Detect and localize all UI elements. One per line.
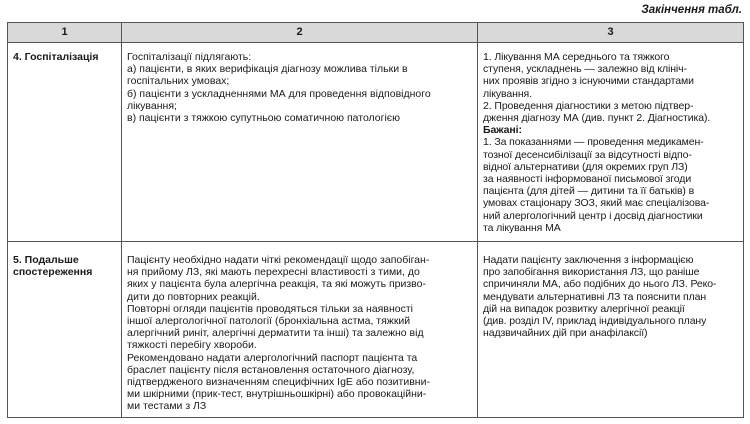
text-line: надзвичайних дій при анафілаксії) xyxy=(483,327,648,340)
text-line: спричиняли МА, або подібних до нього ЛЗ. Реко- xyxy=(483,278,717,291)
text-line: відної альтернативи (для окремих груп ЛЗ) xyxy=(483,160,688,173)
text-line: (див. розділ IV, приклад індивідуального плану xyxy=(483,315,707,328)
row-label-text: 4. Госпіталізація xyxy=(13,51,99,63)
text-line: дження діагнозу МА (див. пункт 2. Діагностика). xyxy=(483,112,711,125)
text-line: Пацієнту необхідно надати чіткі рекомендації щодо запобіган- xyxy=(127,254,430,266)
text-line: 1. За показаннями — проведення медикамен- xyxy=(483,136,704,149)
text-line: ми шкірними (прик-тест, внутрішньошкірні) або провокаційни- xyxy=(127,388,427,401)
header-row xyxy=(8,23,744,43)
text-line: лікування. xyxy=(483,87,532,100)
text-line: б) пацієнти з ускладненнями МА для проведення відповідного xyxy=(127,87,431,100)
text-line: за наявності інформованої письмової згоди xyxy=(483,173,692,186)
header-col-3: 3 xyxy=(478,23,744,43)
row-hospitalization-col2 xyxy=(122,43,478,242)
text-line: госпітальних умовах; xyxy=(127,75,230,88)
desired-heading: Бажані: xyxy=(483,124,522,137)
text-line: 2. Проведення діагностики з метою підтвер- xyxy=(483,99,694,112)
table-row-hospitalization xyxy=(8,43,744,242)
text-line: а) пацієнти, в яких верифікація діагнозу можлива тільки в xyxy=(127,63,408,76)
text-line: них проявів згідно з існуючими стандартами xyxy=(483,75,694,88)
text-line: мендувати альтернативні ЛЗ та пояснити план xyxy=(483,290,707,303)
text-line: ний алергологічний центр і досвід діагностики xyxy=(483,209,703,222)
row-follow-up-col2 xyxy=(122,242,478,418)
row-follow-up-col3 xyxy=(478,242,744,418)
row-label xyxy=(8,43,122,242)
protocol-table xyxy=(7,22,744,418)
text-line: в) пацієнти з тяжкою супутньою соматичною патологією xyxy=(127,112,401,125)
text-line: підтвердженого визначенням специфічних IgE або позитивни- xyxy=(127,376,430,389)
text-line: Госпіталізації підлягають: xyxy=(127,51,252,63)
text-line: про запобігання використання ЛЗ, що раніше xyxy=(483,266,700,279)
header-col-2: 2 xyxy=(122,23,478,43)
text-line: ня прийому ЛЗ, які мають перехресні властивості з тими, до xyxy=(127,266,420,279)
text-line: умовах стаціонару ЗОЗ, який має спеціалізова- xyxy=(483,197,710,210)
table-caption: Закінчення табл. xyxy=(641,4,742,16)
text-line: пацієнта (для дітей — дитини та її батьків) в xyxy=(483,185,695,198)
text-line: та лікування МА xyxy=(483,221,561,234)
text-line: лікування; xyxy=(127,99,177,112)
header-col-1: 1 xyxy=(8,23,122,43)
text-line: Рекомендовано надати алергологічний паспорт пацієнта та xyxy=(127,351,418,364)
row-hospitalization-col3 xyxy=(478,43,744,242)
text-line: тозної десенсибілізації за відсутності відпо- xyxy=(483,148,692,161)
text-line: іншої алергологічної патології (бронхіальна астма, тяжкий xyxy=(127,315,411,328)
table-row-follow-up xyxy=(8,242,744,418)
text-line: браслет пацієнту після встановлення остаточного діагнозу, xyxy=(127,363,415,376)
row-label-line: спостереження xyxy=(13,266,93,279)
text-line: тяжкості перебігу хвороби. xyxy=(127,339,257,352)
text-line: Надати пацієнту заключення з інформацією xyxy=(483,254,694,266)
row-label-line: 5. Подальше xyxy=(13,254,79,266)
text-line: ми тестами з ЛЗ xyxy=(127,400,207,413)
text-line: дити до повторних реакцій. xyxy=(127,290,260,303)
text-line: алергічний риніт, алергічні дерматити та інші) та залежно від xyxy=(127,327,424,340)
text-line: яких у пацієнта була алергічна реакція, та які можуть призво- xyxy=(127,278,426,291)
text-line: 1. Лікування МА середнього та тяжкого xyxy=(483,51,670,63)
text-line: дій на випадок розвитку алергічної реакції xyxy=(483,302,685,315)
text-line: Повторні огляди пацієнтів проводяться тільки за наявності xyxy=(127,302,413,315)
row-label xyxy=(8,242,122,418)
text-line: ступеня, ускладнень — залежно від клініч- xyxy=(483,63,687,76)
